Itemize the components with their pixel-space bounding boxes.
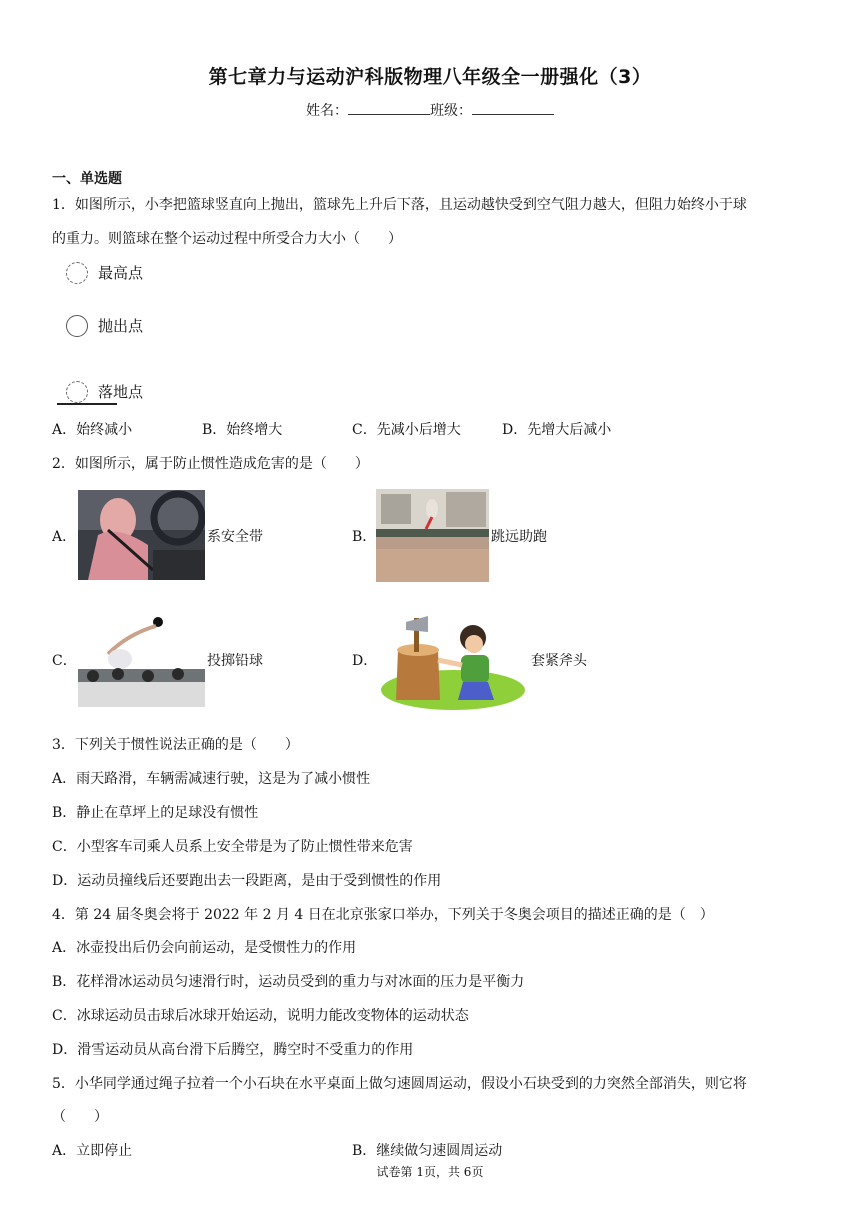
q3-option-c[interactable]: C．小型客车司乘人员系上安全带是为了防止惯性带来危害 bbox=[52, 839, 413, 855]
q1-stem-line1: 1．如图所示，小李把篮球竖直向上抛出，篮球先上升后下落，且运动越快受到空气阻力越大，但阻力始终小于球 bbox=[52, 197, 747, 213]
ball-throw-icon bbox=[66, 315, 88, 337]
q2-option-b-caption: 跳远助跑 bbox=[491, 529, 547, 545]
section-heading: 一、单选题 bbox=[52, 171, 122, 187]
label-throw-point: 抛出点 bbox=[98, 317, 144, 335]
q5-option-b[interactable]: B．继续做匀速圆周运动 bbox=[352, 1143, 503, 1159]
class-label: 班级： bbox=[430, 103, 472, 119]
q3-option-d[interactable]: D．运动员撞线后还要跑出去一段距离，是由于受到惯性的作用 bbox=[52, 873, 442, 889]
q2-option-b-letter[interactable]: B． bbox=[352, 529, 377, 545]
q1-stem-line2: 的重力。则篮球在整个运动过程中所受合力大小（ ） bbox=[52, 231, 402, 247]
q3-option-b[interactable]: B．静止在草坪上的足球没有惯性 bbox=[52, 805, 259, 821]
label-highest-point: 最高点 bbox=[98, 264, 144, 282]
q1-option-c[interactable]: C．先减小后增大 bbox=[352, 422, 461, 438]
seatbelt-photo bbox=[78, 490, 205, 580]
q4-option-b[interactable]: B．花样滑冰运动员匀速滑行时，运动员受到的重力与对冰面的压力是平衡力 bbox=[52, 974, 525, 990]
axe-stump-drawing bbox=[378, 600, 528, 715]
long-jump-photo bbox=[376, 489, 489, 582]
q2-option-d-caption: 套紧斧头 bbox=[531, 653, 587, 669]
q4-option-a[interactable]: A．冰壶投出后仍会向前运动，是受惯性力的作用 bbox=[52, 940, 357, 956]
q2-stem: 2．如图所示，属于防止惯性造成危害的是（ ） bbox=[52, 456, 369, 472]
q4-option-c[interactable]: C．冰球运动员击球后冰球开始运动，说明力能改变物体的运动状态 bbox=[52, 1008, 469, 1024]
name-blank[interactable] bbox=[348, 102, 430, 115]
label-landing-point: 落地点 bbox=[98, 383, 144, 401]
name-label: 姓名： bbox=[306, 103, 348, 119]
q3-option-a[interactable]: A．雨天路滑，车辆需减速行驶，这是为了减小惯性 bbox=[52, 771, 371, 787]
q5-option-a[interactable]: A．立即停止 bbox=[52, 1143, 133, 1159]
ball-highest-icon bbox=[66, 262, 88, 284]
q2-option-d-letter[interactable]: D． bbox=[352, 653, 378, 669]
ground-line bbox=[57, 403, 117, 405]
q2-option-c-caption: 投掷铅球 bbox=[207, 653, 263, 669]
q5-stem-line1: 5．小华同学通过绳子拉着一个小石块在水平桌面上做匀速圆周运动，假设小石块受到的力突然全部消失，则它将 bbox=[52, 1076, 747, 1092]
class-blank[interactable] bbox=[472, 102, 554, 115]
page-footer: 试卷第 1页，共 6页 bbox=[376, 1165, 484, 1179]
q3-stem: 3．下列关于惯性说法正确的是（ ） bbox=[52, 737, 299, 753]
q1-option-a[interactable]: A．始终减小 bbox=[52, 422, 133, 438]
ball-landing-icon bbox=[66, 381, 88, 403]
q2-option-c-letter[interactable]: C． bbox=[52, 653, 77, 669]
q2-option-a-letter[interactable]: A． bbox=[52, 529, 77, 545]
q1-option-d[interactable]: D．先增大后减小 bbox=[502, 422, 612, 438]
shot-put-photo bbox=[78, 614, 205, 707]
q4-stem: 4．第 24 届冬奥会将于 2022 年 2 月 4 日在北京张家口举办，下列关于冬奥会项目的描述正确的是（ ） bbox=[52, 907, 714, 923]
page-title: 第七章力与运动沪科版物理八年级全一册强化（3） bbox=[208, 66, 652, 88]
q1-option-b[interactable]: B．始终增大 bbox=[202, 422, 283, 438]
q5-stem-line2: （ ） bbox=[52, 1109, 108, 1125]
q2-option-a-caption: 系安全带 bbox=[207, 529, 263, 545]
student-info-line bbox=[0, 100, 860, 120]
q4-option-d[interactable]: D．滑雪运动员从高台滑下后腾空，腾空时不受重力的作用 bbox=[52, 1042, 414, 1058]
